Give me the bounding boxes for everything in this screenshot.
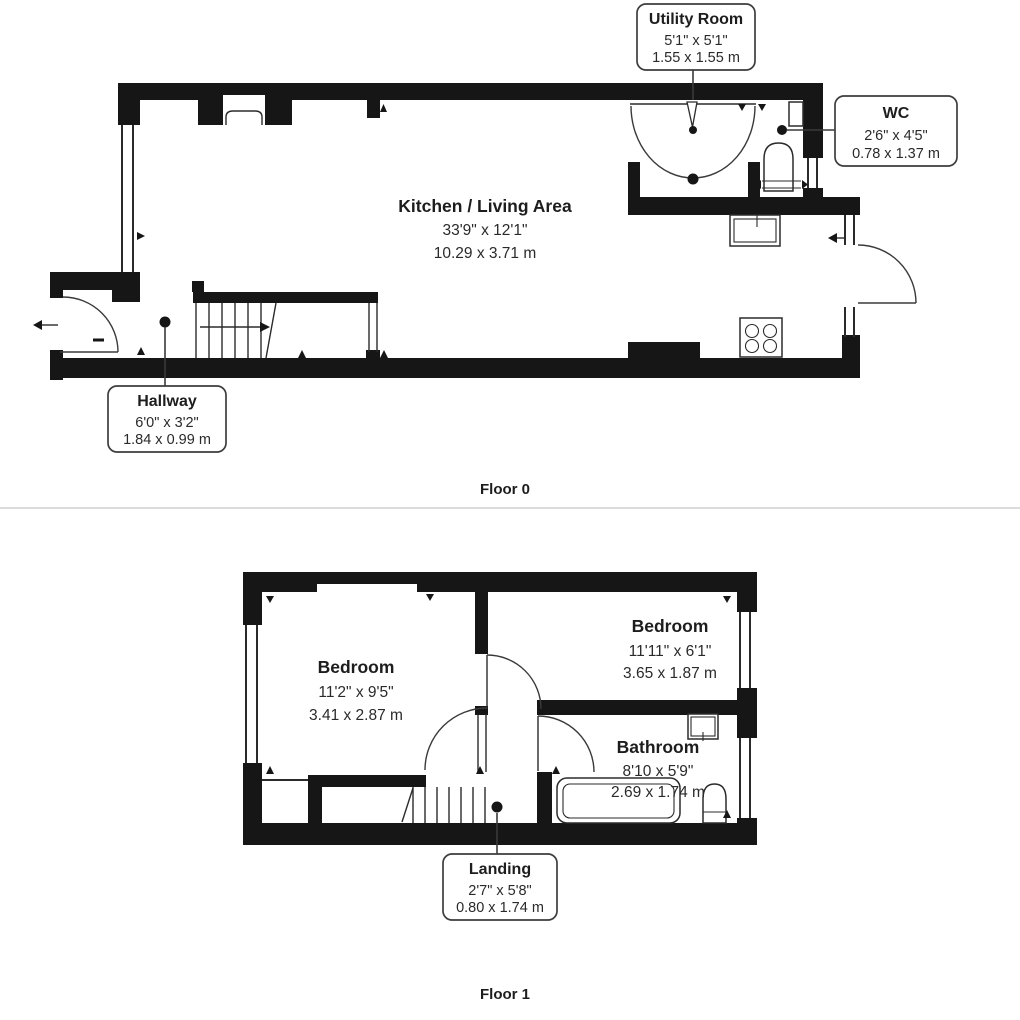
window-symbol-wc — [808, 158, 817, 188]
window-symbol-right-upper — [845, 215, 854, 245]
room-name: Utility Room — [648, 11, 744, 28]
room-imperial: 2'7" x 5'8" — [468, 883, 532, 899]
room-label-bedroom-left — [309, 657, 403, 724]
door-arc-bedroom-right — [487, 655, 541, 709]
room-imperial: 8'10 x 5'9" — [622, 763, 694, 780]
room-imperial: 2'6" x 4'5" — [864, 128, 928, 144]
room-metric: 0.78 x 1.37 m — [852, 146, 940, 162]
room-label-bedroom-right — [623, 616, 717, 682]
door-arc-bedroom-left — [425, 708, 487, 772]
room-name: Bedroom — [631, 616, 709, 636]
door-arc-bathroom — [538, 716, 594, 772]
room-imperial: 6'0" x 3'2" — [135, 415, 199, 431]
floor-0-caption: Floor 0 — [479, 481, 531, 498]
door-arc-utility — [630, 102, 756, 185]
room-name: WC — [882, 105, 910, 122]
room-metric: 1.84 x 0.99 m — [123, 432, 211, 448]
room-imperial: 11'11" x 6'1" — [628, 643, 712, 660]
sink-symbol-kitchen — [730, 215, 780, 246]
toilet-symbol-wc — [755, 102, 808, 191]
toilet-symbol-bathroom — [703, 784, 726, 823]
room-name: Bedroom — [317, 657, 395, 677]
room-name: Hallway — [137, 393, 197, 410]
room-metric: 1.55 x 1.55 m — [652, 50, 740, 66]
window-symbol-floor1-bathroom — [736, 738, 754, 818]
room-metric: 3.65 x 1.87 m — [623, 665, 717, 682]
floor-1-plan — [242, 572, 757, 1003]
door-arc-front — [33, 297, 118, 352]
room-name: Kitchen / Living Area — [398, 196, 572, 216]
room-label-hallway — [108, 386, 226, 452]
room-name: Bathroom — [616, 737, 700, 757]
room-imperial: 5'1" x 5'1" — [664, 33, 728, 49]
room-label-utility — [637, 4, 755, 70]
window-symbol-left — [118, 125, 137, 272]
room-label-landing — [443, 854, 557, 920]
floor-1-caption: Floor 1 — [479, 986, 531, 1003]
stove-symbol — [740, 318, 782, 357]
room-name: Landing — [468, 861, 532, 878]
window-symbol-floor1-left — [242, 625, 262, 763]
stairs-symbol-floor0 — [196, 303, 377, 358]
door-arc-back — [828, 233, 916, 303]
room-label-wc — [835, 96, 957, 166]
room-imperial: 33'9" x 12'1" — [442, 222, 528, 239]
room-metric: 10.29 x 3.71 m — [433, 245, 537, 262]
room-metric: 3.41 x 2.87 m — [309, 707, 403, 724]
floor-0-plan — [33, 4, 957, 498]
room-label-kitchen — [398, 196, 572, 262]
room-label-bathroom — [611, 737, 705, 801]
room-imperial: 11'2" x 9'5" — [318, 684, 394, 701]
window-symbol-right-lower — [845, 307, 854, 337]
stairs-symbol-floor1 — [402, 787, 485, 823]
window-symbol-floor1-right-bedroom — [736, 612, 754, 688]
room-metric: 0.80 x 1.74 m — [456, 900, 544, 916]
room-metric: 2.69 x 1.74 m — [611, 784, 705, 801]
